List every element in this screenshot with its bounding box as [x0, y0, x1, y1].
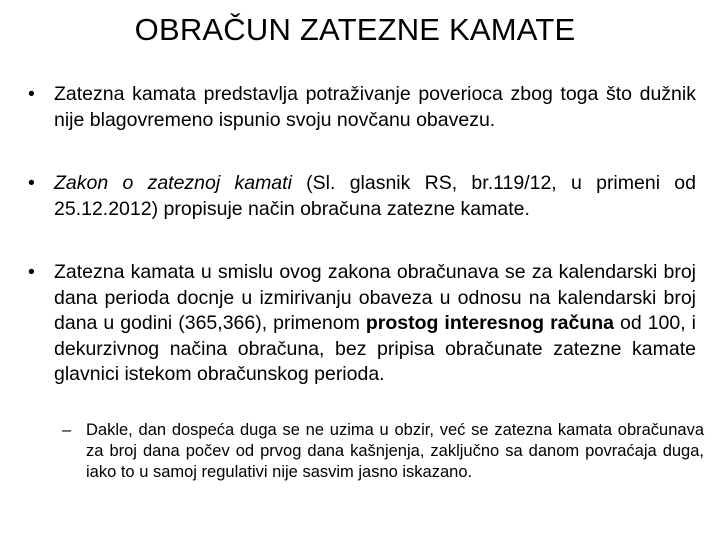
bullet-icon: • — [28, 83, 35, 105]
bullet-icon: • — [28, 172, 35, 194]
dash-icon: – — [62, 421, 72, 439]
bullet-text: Zatezna kamata predstavlja potraživanje poverioca zbog toga što dužnik nije blagovremeno ispunio svoju novčanu obavezu. — [54, 83, 696, 131]
slide-title: OBRAČUN ZATEZNE KAMATE — [134, 12, 576, 47]
bullet-text: Zakon o zateznoj kamati (Sl. glasnik RS, br.119/12, u primeni od 25.12.2012) propisuje način obračuna zatezne kamate. — [54, 172, 696, 220]
emphasis-term: prostog interesnog računa — [365, 312, 615, 334]
sub-bullet-item — [62, 420, 704, 483]
law-name: Zakon o zateznoj kamati — [54, 172, 292, 194]
bullet-text: Zatezna kamata u smislu ovog zakona obračunava se za kalendarski broj dana perioda docnje u izmirivanju obaveza u odnosu na kalendarski broj dana u godini (365,366), primenom prostog interesnog računa od 100, i dekurzivnog načina obračuna, bez pripisa obračunate zatezne kamate glavnici istekom obračunskog perioda. — [54, 261, 696, 385]
bullet-icon: • — [28, 261, 35, 283]
bullet-item-1 — [28, 82, 696, 133]
sub-bullet-text: Dakle, dan dospeća duga se ne uzima u obzir, već se zatezna kamata obračunava za broj dana počev od prvog dana kašnjenja, zaključno sa danom povraćaja duga, iako to u samoj regulativi nije sasvim jasno iskazano. — [86, 421, 704, 481]
bullet-item-2 — [28, 171, 696, 222]
bullet-item-3 — [28, 260, 696, 388]
